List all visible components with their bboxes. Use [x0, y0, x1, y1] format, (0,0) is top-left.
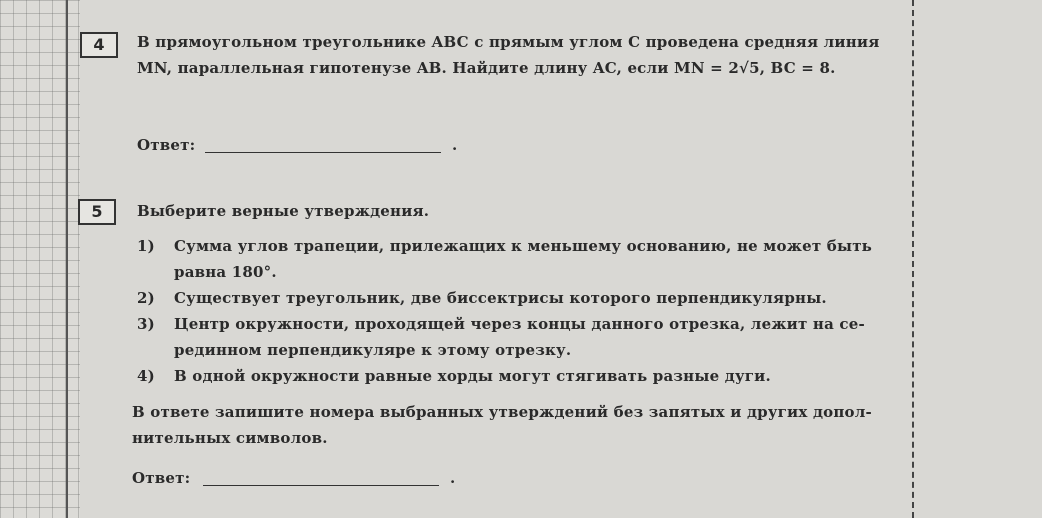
statement-2-line-1: Существует треугольник, две биссектрисы которого перпендикулярны.: [174, 289, 827, 307]
grid-margin: [0, 0, 80, 518]
statement-2-number: 2): [137, 289, 155, 307]
task-4-number: 4: [80, 32, 118, 58]
task-4-answer-blank[interactable]: [205, 152, 441, 153]
task-5-answer-dot: .: [450, 469, 456, 487]
task-4-answer-label: Ответ:: [137, 136, 196, 154]
margin-border: [66, 0, 68, 518]
statement-1-line-1: Сумма углов трапеции, прилежащих к меньшему основанию, не может быть: [174, 237, 873, 255]
task-4-answer-dot: .: [452, 136, 458, 154]
instruction-line-1: В ответе запишите номера выбранных утверждений без запятых и других допол-: [132, 403, 872, 421]
task-5-answer-label: Ответ:: [132, 469, 191, 487]
statement-3-line-1: Центр окружности, проходящей через концы данного отрезка, лежит на се-: [174, 315, 865, 333]
statement-3-number: 3): [137, 315, 155, 333]
statement-4-line-1: В одной окружности равные хорды могут стягивать разные дуги.: [174, 367, 771, 385]
task-4-text-line-1: В прямоугольном треугольнике ABC с прямым углом C проведена средняя линия: [137, 33, 880, 51]
statement-3-line-2: рединном перпендикуляре к этому отрезку.: [174, 341, 572, 359]
instruction-line-2: нительных символов.: [132, 429, 328, 447]
task-4-text-line-2: MN, параллельная гипотенузе AB. Найдите длину AC, если MN = 2√5, BC = 8.: [137, 59, 836, 77]
task-5-answer-blank[interactable]: [203, 485, 439, 486]
statement-1-number: 1): [137, 237, 155, 255]
statement-4-number: 4): [137, 367, 155, 385]
task-5-number: 5: [78, 199, 116, 225]
task-5-prompt: Выберите верные утверждения.: [137, 202, 430, 220]
statement-1-line-2: равна 180°.: [174, 263, 277, 281]
cut-line: [912, 0, 914, 518]
